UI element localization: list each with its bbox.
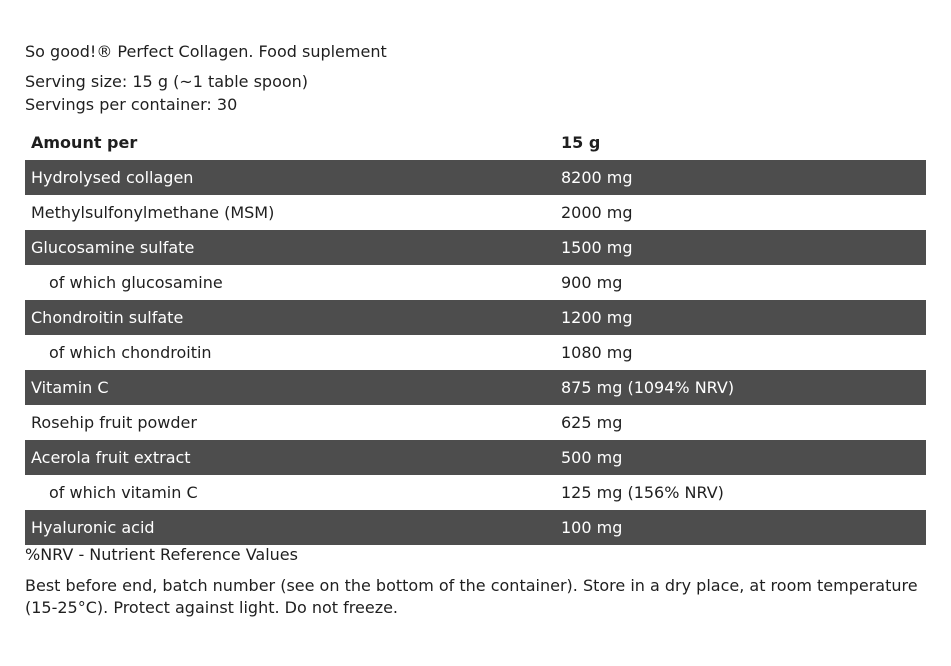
- ingredient-subname: of which glucosamine: [49, 273, 223, 292]
- ingredient-name: Rosehip fruit powder: [31, 413, 197, 432]
- header-amount-per: Amount per: [31, 133, 138, 152]
- ingredient-name: Hyaluronic acid: [31, 518, 155, 537]
- table-row: [25, 195, 926, 230]
- table-header-row: [25, 125, 926, 160]
- header-portion: 15 g: [561, 133, 601, 152]
- nutrition-table: [25, 125, 926, 545]
- ingredient-amount: 100 mg: [561, 518, 623, 537]
- product-title: So good!® Perfect Collagen. Food suplement: [25, 42, 387, 61]
- table-row: [25, 440, 926, 475]
- ingredient-name: Glucosamine sulfate: [31, 238, 195, 257]
- ingredient-amount: 1500 mg: [561, 238, 633, 257]
- ingredient-name: Methylsulfonylmethane (MSM): [31, 203, 275, 222]
- table-row: [25, 300, 926, 335]
- ingredient-amount: 875 mg (1094% NRV): [561, 378, 735, 397]
- table-row: [25, 405, 926, 440]
- serving-size: Serving size: 15 g (~1 table spoon): [25, 72, 309, 91]
- ingredient-amount: 2000 mg: [561, 203, 633, 222]
- storage-instructions: Best before end, batch number (see on the bottom of the container). Store in a dry place, at room temperature (15-25°C). Protect against light. Do not freeze.: [25, 576, 918, 617]
- table-row: [25, 335, 926, 370]
- ingredient-amount: 125 mg (156% NRV): [561, 483, 724, 502]
- ingredient-subname: of which chondroitin: [49, 343, 212, 362]
- table-row: [25, 510, 926, 545]
- table-row: [25, 160, 926, 195]
- nrv-footnote: %NRV - Nutrient Reference Values: [25, 545, 298, 564]
- table-row: [25, 475, 926, 510]
- ingredient-subname: of which vitamin C: [49, 483, 198, 502]
- ingredient-amount: 500 mg: [561, 448, 623, 467]
- ingredient-name: Acerola fruit extract: [31, 448, 191, 467]
- ingredient-amount: 8200 mg: [561, 168, 633, 187]
- ingredient-amount: 625 mg: [561, 413, 623, 432]
- ingredient-amount: 1080 mg: [561, 343, 633, 362]
- servings-per-container: Servings per container: 30: [25, 95, 238, 114]
- ingredient-name: Hydrolysed collagen: [31, 168, 194, 187]
- ingredient-name: Chondroitin sulfate: [31, 308, 184, 327]
- table-row: [25, 265, 926, 300]
- table-row: [25, 370, 926, 405]
- ingredient-name: Vitamin C: [31, 378, 109, 397]
- ingredient-amount: 1200 mg: [561, 308, 633, 327]
- table-row: [25, 230, 926, 265]
- ingredient-amount: 900 mg: [561, 273, 623, 292]
